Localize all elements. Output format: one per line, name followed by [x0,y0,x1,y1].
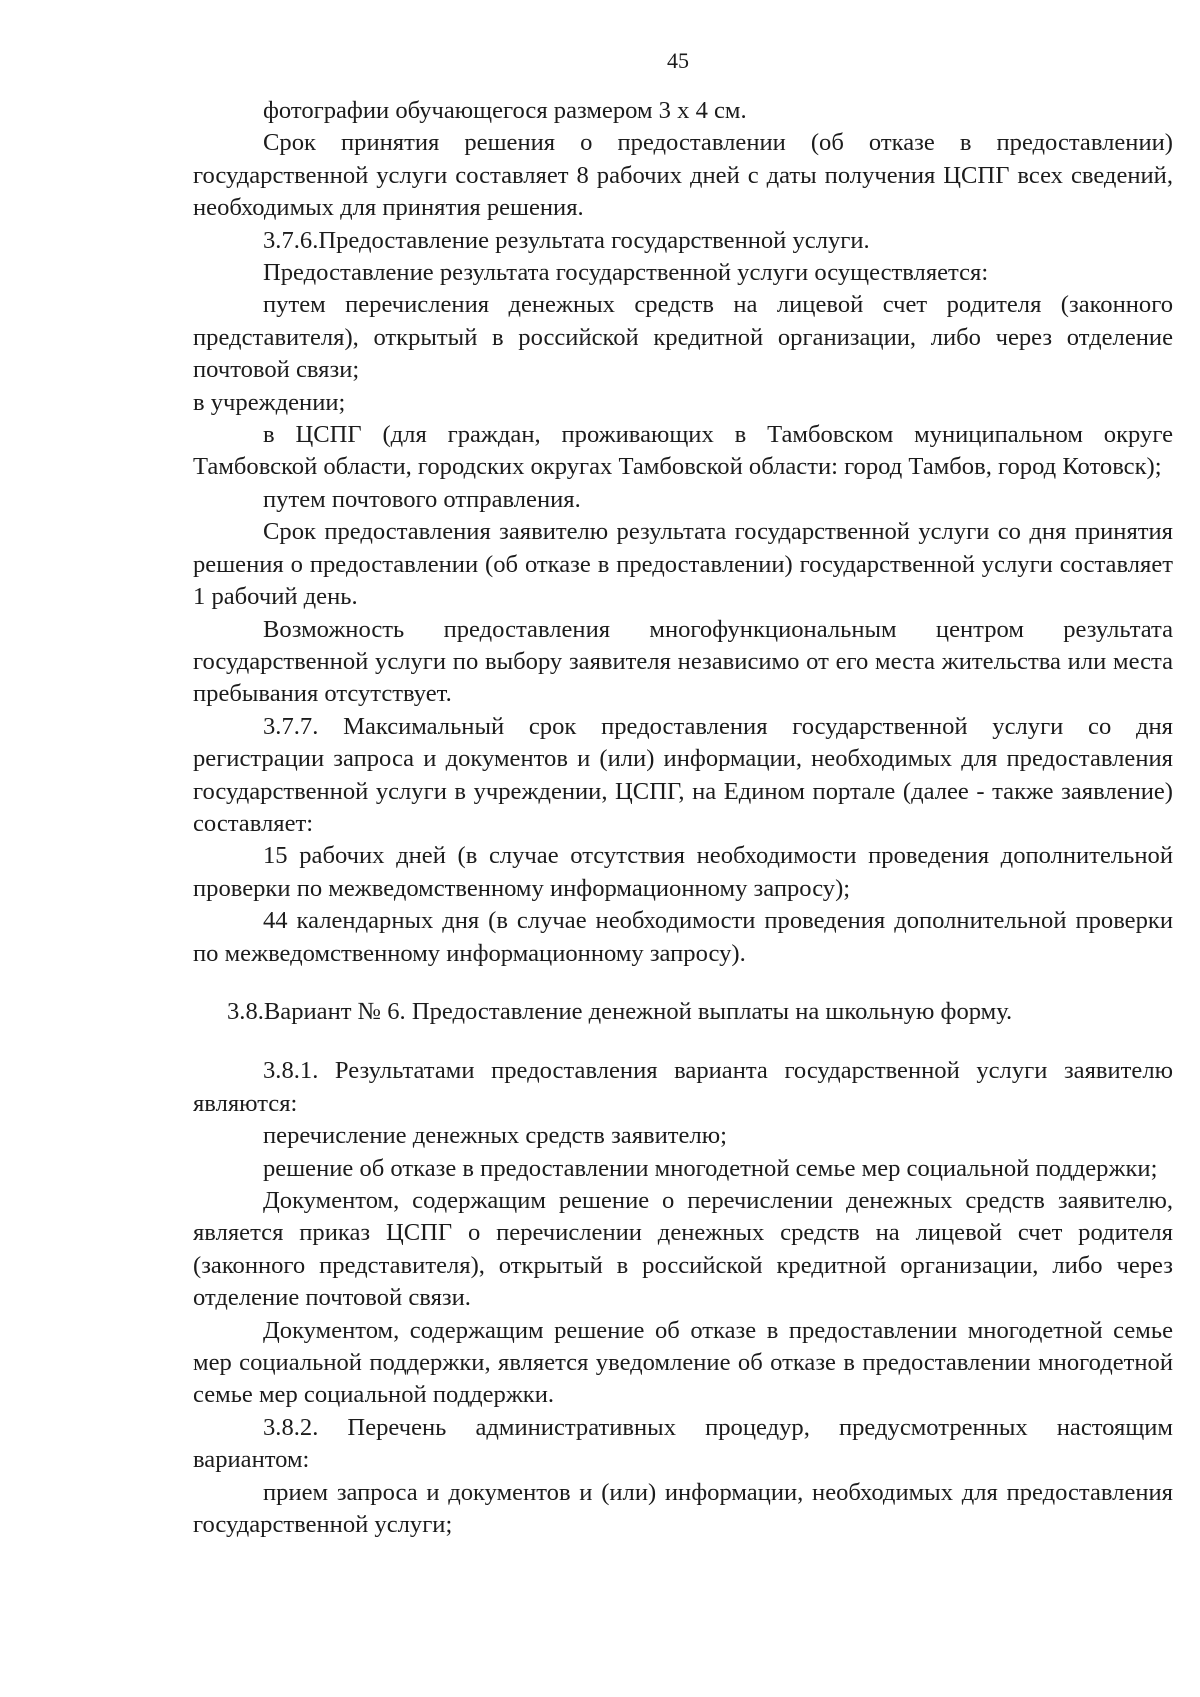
paragraph: Документом, содержащим решение о перечислении денежных средств заявителю, является приказ ЦСПГ о перечислении денежных средств на лицевой счет родителя (законного представителя), открытый в российской кредитной организации, либо через отделение почтовой связи. [193,1187,1173,1312]
list-item: перечисление денежных средств заявителю; [263,1122,727,1150]
list-item: в ЦСПГ (для граждан, проживающих в Тамбовском муниципальном округе Тамбовской области, городских округах Тамбовской области: город Тамбов, город Котовск); [193,421,1173,481]
paragraph: Возможность предоставления многофункциональным центром результата государственной услуги по выбору заявителя независимо от его места жительства или места пребывания отсутствует. [193,615,1173,708]
list-item: решение об отказе в предоставлении многодетной семье мер социальной поддержки; [263,1154,1158,1182]
paragraph: Предоставление результата государственной услуги осуществляется: [263,259,989,287]
list-item: прием запроса и документов и (или) информации, необходимых для предоставления государственной услуги; [193,1478,1173,1539]
paragraph: Срок принятия решения о предоставлении (об отказе в предоставлении) государственной услуги составляет 8 рабочих дней с даты получения ЦСПГ всех сведений, необходимых для принятия решения. [193,129,1173,222]
list-item: 44 календарных дня (в случае необходимости проведения дополнительной проверки по межведомственному информационному запросу). [193,907,1173,967]
list-item: путем перечисления денежных средств на лицевой счет родителя (законного представителя), открытый в российской кредитной организации, либо через отделение почтовой связи; [193,291,1173,384]
section-heading-3-7-7: 3.7.7. Максимальный срок предоставления государственной услуги со дня регистрации запроса и документов и (или) информации, необходимых для предоставления государственной услуги в учреждении, ЦСПГ, на Едином портале (далее - также заявление) составляет: [193,712,1173,837]
paragraph: фотографии обучающегося размером 3 х 4 см. [263,97,747,124]
list-item: в учреждении; [193,388,346,416]
paragraph: Документом, содержащим решение об отказе в предоставлении многодетной семье мер социальной поддержки, является уведомление об отказе в предоставлении многодетной семье мер социальной поддержки. [193,1316,1173,1409]
list-item: 15 рабочих дней (в случае отсутствия необходимости проведения дополнительной проверки по межведомственному информационному запросу); [193,842,1173,902]
section-heading-3-7-6: 3.7.6.Предоставление результата государственной услуги. [263,226,870,254]
page-number: 45 [667,48,689,73]
paragraph: Срок предоставления заявителю результата государственной услуги со дня принятия решения о предоставлении (об отказе в предоставлении) государственной услуги составляет 1 рабочий день. [193,518,1173,611]
section-heading-3-8: 3.8.Вариант № 6. Предоставление денежной выплаты на школьную форму. [227,997,1013,1025]
document-body [193,95,1173,1541]
section-heading-3-8-2: 3.8.2. Перечень административных процедур, предусмотренных настоящим вариантом: [193,1413,1173,1474]
list-item: путем почтового отправления. [263,485,581,513]
section-heading-3-8-1: 3.8.1. Результатами предоставления варианта государственной услуги заявителю являются: [193,1057,1173,1117]
